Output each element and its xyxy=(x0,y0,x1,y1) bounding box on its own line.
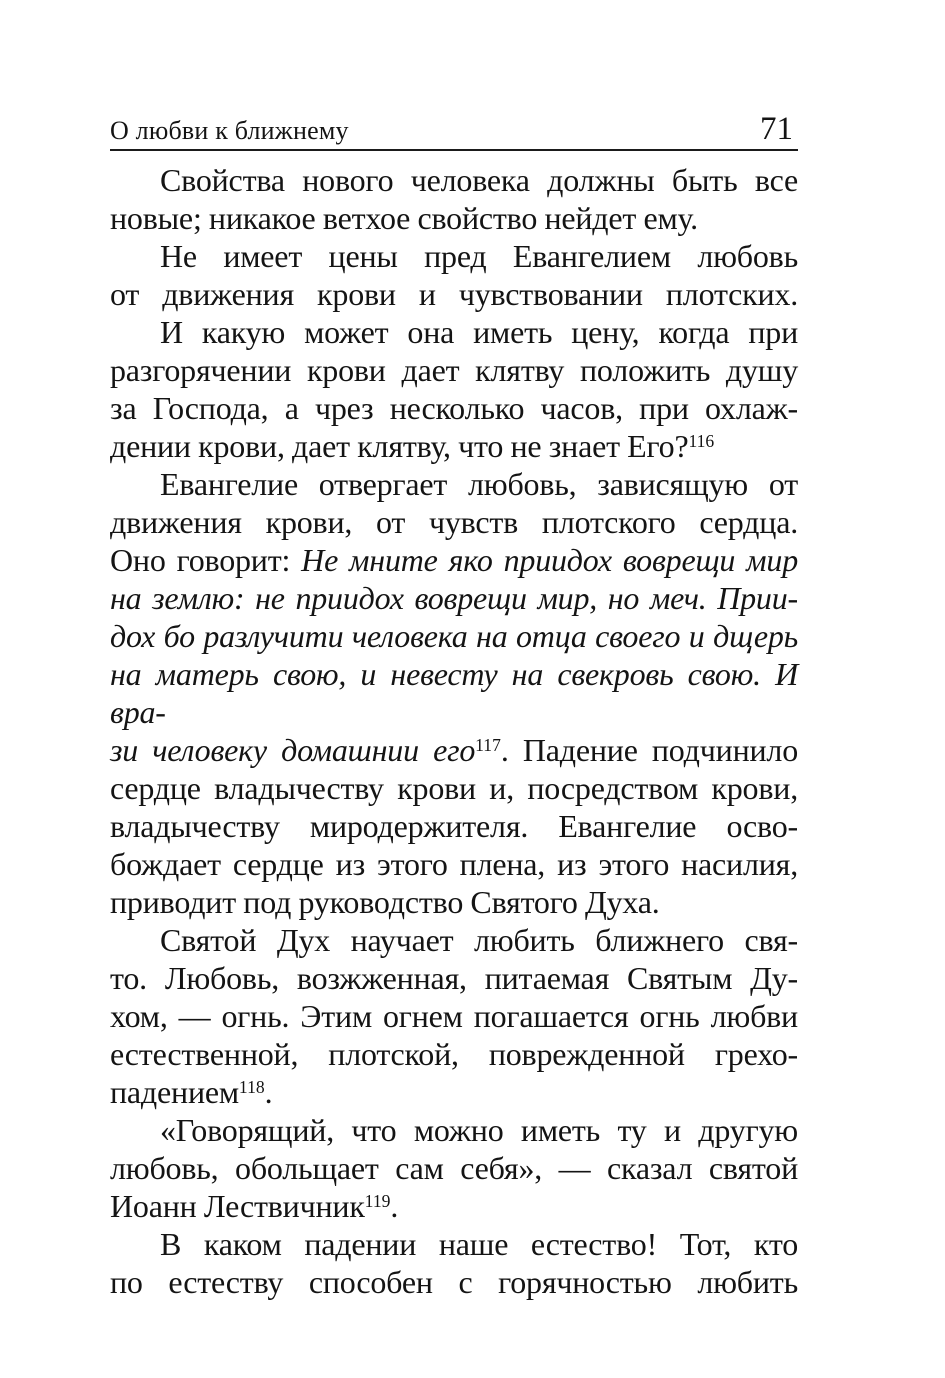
page-body xyxy=(110,161,798,1301)
text-run: новые; никакое ветхое свойство нейдет ему. xyxy=(110,200,698,236)
text-run: Не мните яко приидох воврещи мир xyxy=(301,542,798,578)
text-line xyxy=(110,351,798,389)
text-run: на землю: не приидох воврещи мир, но меч. Прии- xyxy=(110,580,798,616)
text-run: зи человеку домашнии его xyxy=(110,732,476,768)
text-line xyxy=(110,1111,798,1149)
text-run: падением xyxy=(110,1074,239,1110)
text-run: . Падение подчинило xyxy=(500,732,798,768)
footnote-ref: 117 xyxy=(475,735,501,756)
text-run: естественной, плотской, поврежденной грехо- xyxy=(110,1036,798,1072)
text-run: от движения крови и чувствовании плотских. xyxy=(110,276,798,312)
text-line xyxy=(110,427,798,465)
text-line xyxy=(110,389,798,427)
text-run: Не имеет цены пред Евангелием любовь xyxy=(160,238,798,274)
text-run: дении крови, дает клятву, что не знает Его? xyxy=(110,428,689,464)
page-header xyxy=(110,111,798,151)
page-number: 71 xyxy=(760,111,793,147)
text-run: Иоанн Лествичник xyxy=(110,1188,365,1224)
text-line xyxy=(110,1073,798,1111)
text-line xyxy=(110,921,798,959)
text-line xyxy=(110,541,798,579)
text-line xyxy=(110,1187,798,1225)
text-run: «Говорящий, что можно иметь ту и другую xyxy=(160,1112,798,1148)
text-run: то. Любовь, возжженная, питаемая Святым Ду- xyxy=(110,960,798,996)
text-line xyxy=(110,959,798,997)
text-line xyxy=(110,997,798,1035)
text-run: Свойства нового человека должны быть все xyxy=(160,162,798,198)
text-line xyxy=(110,655,798,731)
text-line xyxy=(110,807,798,845)
text-run: приводит под руководство Святого Духа. xyxy=(110,884,660,920)
text-run: бождает сердце из этого плена, из этого насилия, xyxy=(110,846,798,882)
text-line xyxy=(110,845,798,883)
text-line xyxy=(110,465,798,503)
text-line xyxy=(110,883,798,921)
text-line xyxy=(110,237,798,275)
text-run: за Господа, а чрез несколько часов, при охлаж- xyxy=(110,390,798,426)
text-run: хом, — огнь. Этим огнем погашается огнь любви xyxy=(110,998,798,1034)
text-run: сердце владычеству крови и, посредством крови, xyxy=(110,770,798,806)
text-line xyxy=(110,1149,798,1187)
text-run: по естеству способен с горячностью любить xyxy=(110,1264,798,1300)
text-run: Святой Дух научает любить ближнего свя- xyxy=(160,922,798,958)
text-line xyxy=(110,579,798,617)
text-line xyxy=(110,161,798,199)
text-line xyxy=(110,275,798,313)
running-title: О любви к ближнему xyxy=(110,116,349,145)
text-line xyxy=(110,313,798,351)
page-content xyxy=(110,111,798,1301)
text-line xyxy=(110,1035,798,1073)
text-run: дох бо разлучити человека на отца своего и дщерь xyxy=(110,618,798,654)
text-run: И какую может она иметь цену, когда при xyxy=(160,314,798,350)
footnote-ref: 119 xyxy=(364,1191,391,1212)
text-line xyxy=(110,1225,798,1263)
text-run: . xyxy=(264,1074,273,1110)
text-line xyxy=(110,199,798,237)
text-line xyxy=(110,617,798,655)
text-run: владычеству миродержителя. Евангелие осво- xyxy=(110,808,798,844)
text-run: Оно говорит: xyxy=(110,542,302,578)
text-line xyxy=(110,731,798,769)
text-run: . xyxy=(390,1188,399,1224)
text-line xyxy=(110,503,798,541)
text-run: В каком падении наше естество! Тот, кто xyxy=(160,1226,798,1262)
text-run: разгорячении крови дает клятву положить душу xyxy=(110,352,798,388)
footnote-ref: 116 xyxy=(688,431,715,452)
footnote-ref: 118 xyxy=(238,1077,265,1098)
text-run: Евангелие отвергает любовь, зависящую от xyxy=(160,466,798,502)
text-run: движения крови, от чувств плотского сердца. xyxy=(110,504,798,540)
text-run: на матерь свою, и невесту на свекровь свою. И вра- xyxy=(110,656,798,730)
text-run: любовь, обольщает сам себя», — сказал святой xyxy=(110,1150,798,1186)
text-line xyxy=(110,769,798,807)
text-line xyxy=(110,1263,798,1301)
